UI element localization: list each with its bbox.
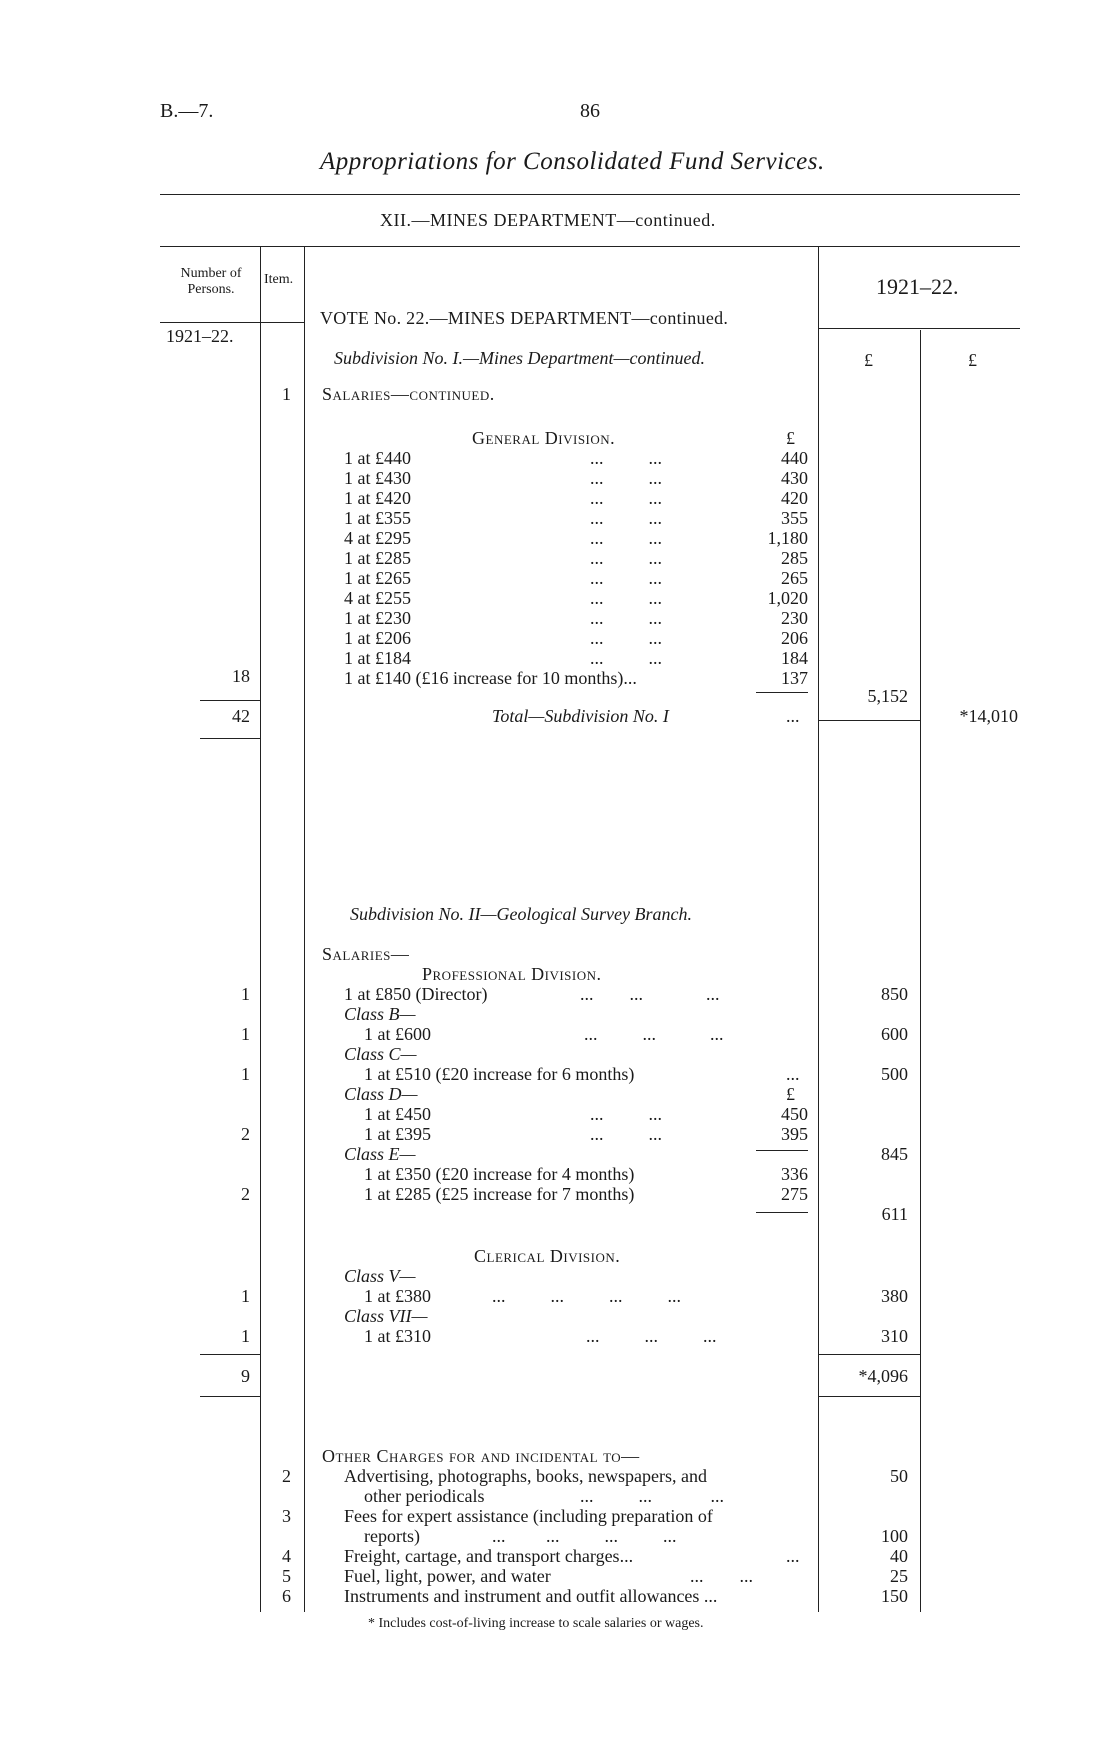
leader-dots: ... ... ... ... xyxy=(492,1526,677,1546)
col-head-persons-year: 1921–22. xyxy=(166,326,234,346)
leader-dots: ... ... xyxy=(590,488,662,508)
amount: 500 xyxy=(881,1064,908,1084)
charge-description: Freight, cartage, and transport charges... xyxy=(344,1546,634,1566)
amount: 206 xyxy=(781,628,808,648)
other-charges-heading: Other Charges for and incidental to— xyxy=(322,1446,640,1466)
item-number: 4 xyxy=(282,1546,291,1566)
amount: 1,020 xyxy=(767,588,808,608)
item-number: 2 xyxy=(282,1466,291,1486)
salary-row: 1 at £420 xyxy=(344,488,411,508)
leader-dots: ... xyxy=(786,1546,800,1566)
charge-description: Advertising, photographs, books, newspapers, and xyxy=(344,1466,707,1486)
charge-description: Fuel, light, power, and water xyxy=(344,1566,551,1586)
salary-row: 1 at £184 xyxy=(344,648,411,668)
section-title: XII.—MINES DEPARTMENT—continued. xyxy=(380,210,716,230)
leader-dots: ... ... xyxy=(590,548,662,568)
amount: 611 xyxy=(881,1204,908,1224)
salary-row: 1 at £450 xyxy=(364,1104,431,1124)
class-label: Class VII— xyxy=(344,1306,428,1326)
leader-dots: ... ... ... xyxy=(586,1326,717,1346)
salary-row: 1 at £285 (£25 increase for 7 months) xyxy=(364,1184,635,1204)
leader-dots: ... ... xyxy=(590,1124,662,1144)
class-label: Class V— xyxy=(344,1266,416,1286)
amount: 150 xyxy=(881,1586,908,1606)
subdivision-title: Subdivision No. II—Geological Survey Branch. xyxy=(350,904,692,924)
rule xyxy=(160,194,1020,195)
page-title: Appropriations for Consolidated Fund Services. xyxy=(320,148,825,175)
col-head-persons: Number of Persons. xyxy=(180,266,242,297)
amount: 395 xyxy=(781,1124,808,1144)
item-number: 3 xyxy=(282,1506,291,1526)
division-heading: Clerical Division. xyxy=(474,1246,621,1266)
pound-sign: £ xyxy=(864,350,873,370)
class-label: Class E— xyxy=(344,1144,416,1164)
rule xyxy=(756,692,808,693)
amount: 600 xyxy=(881,1024,908,1044)
salary-row: 1 at £850 (Director) xyxy=(344,984,488,1004)
col-head-year: 1921–22. xyxy=(876,274,959,299)
salary-row: 1 at £440 xyxy=(344,448,411,468)
col-rule xyxy=(920,330,921,1612)
class-label: Class C— xyxy=(344,1044,417,1064)
page-number: 86 xyxy=(580,100,600,122)
salary-row: 1 at £510 (£20 increase for 6 months) xyxy=(364,1064,635,1084)
salary-row: 1 at £265 xyxy=(344,568,411,588)
rule xyxy=(818,720,920,721)
salary-row: 1 at £355 xyxy=(344,508,411,528)
rule xyxy=(818,1354,920,1355)
persons-count: 1 xyxy=(241,1064,250,1084)
pound-sign: £ xyxy=(968,350,977,370)
amount: 440 xyxy=(781,448,808,468)
charge-description: other periodicals xyxy=(364,1486,485,1506)
leader-dots: ... ... ... xyxy=(580,984,720,1004)
rule xyxy=(818,328,1020,329)
charge-description: Instruments and instrument and outfit allowances ... xyxy=(344,1586,718,1606)
col-rule xyxy=(304,246,305,1612)
persons-count: 1 xyxy=(241,984,250,1004)
amount: 265 xyxy=(781,568,808,588)
salary-row: 1 at £310 xyxy=(364,1326,431,1346)
salary-row: 1 at £350 (£20 increase for 4 months) xyxy=(364,1164,635,1184)
persons-count: 2 xyxy=(241,1124,250,1144)
subtotal: 5,152 xyxy=(867,686,908,706)
amount: 845 xyxy=(881,1144,908,1164)
leader-dots: ... ... xyxy=(590,608,662,628)
rule xyxy=(756,1212,808,1213)
amount: 450 xyxy=(781,1104,808,1124)
amount: 310 xyxy=(881,1326,908,1346)
division-heading: Professional Division. xyxy=(422,964,602,984)
item-number: 1 xyxy=(282,384,291,404)
amount: 137 xyxy=(781,668,808,688)
persons-count: 2 xyxy=(241,1184,250,1204)
rule xyxy=(818,1396,920,1397)
leader-dots: ... ... xyxy=(590,528,662,548)
amount: 100 xyxy=(881,1526,908,1546)
amount: 355 xyxy=(781,508,808,528)
leader-dots: ... ... xyxy=(590,1104,662,1124)
amount: 336 xyxy=(781,1164,808,1184)
salary-row: 4 at £255 xyxy=(344,588,411,608)
salary-row: 1 at £140 (£16 increase for 10 months)... xyxy=(344,668,637,688)
pound-sign: £ xyxy=(786,428,795,448)
salaries-heading: Salaries— xyxy=(322,944,410,964)
class-label: Class D— xyxy=(344,1084,418,1104)
persons-count: 1 xyxy=(241,1326,250,1346)
amount: 1,180 xyxy=(767,528,808,548)
item-number: 6 xyxy=(282,1586,291,1606)
persons-total: 9 xyxy=(241,1366,250,1386)
leader-dots: ... xyxy=(786,706,800,726)
pound-sign: £ xyxy=(786,1084,795,1104)
leader-dots: ... ... xyxy=(590,448,662,468)
col-rule xyxy=(818,246,819,1612)
salary-row: 1 at £206 xyxy=(344,628,411,648)
amount: 275 xyxy=(781,1184,808,1204)
salary-row: 4 at £295 xyxy=(344,528,411,548)
leader-dots: ... xyxy=(786,1064,800,1084)
leader-dots: ... ... ... xyxy=(584,1024,724,1044)
total: *14,010 xyxy=(959,706,1018,726)
item-number: 5 xyxy=(282,1566,291,1586)
salaries-heading: Salaries—continued. xyxy=(322,384,495,404)
amount: 285 xyxy=(781,548,808,568)
persons-count: 1 xyxy=(241,1024,250,1044)
salary-row: 1 at £380 xyxy=(364,1286,431,1306)
charge-description: reports) xyxy=(364,1526,420,1546)
leader-dots: ... ... ... xyxy=(580,1486,724,1506)
leader-dots: ... ... xyxy=(590,588,662,608)
leader-dots: ... ... xyxy=(590,568,662,588)
footnote: * Includes cost-of-living increase to scale salaries or wages. xyxy=(368,1616,704,1631)
rule xyxy=(200,738,260,739)
leader-dots: ... ... xyxy=(590,628,662,648)
salary-row: 1 at £395 xyxy=(364,1124,431,1144)
salary-row: 1 at £430 xyxy=(344,468,411,488)
amount: 184 xyxy=(781,648,808,668)
persons-count: 1 xyxy=(241,1286,250,1306)
rule xyxy=(160,322,304,323)
leader-dots: ... ... xyxy=(590,648,662,668)
vote-title: VOTE No. 22.—MINES DEPARTMENT—continued. xyxy=(320,308,729,328)
charge-description: Fees for expert assistance (including preparation of xyxy=(344,1506,713,1526)
leader-dots: ... ... xyxy=(590,468,662,488)
total: *4,096 xyxy=(858,1366,908,1386)
rule xyxy=(756,1150,808,1151)
amount: 40 xyxy=(890,1546,908,1566)
total-label: Total—Subdivision No. I xyxy=(492,706,669,726)
salary-row: 1 at £600 xyxy=(364,1024,431,1044)
rule xyxy=(200,1396,260,1397)
leader-dots: ... ... ... ... xyxy=(492,1286,681,1306)
amount: 420 xyxy=(781,488,808,508)
salary-row: 1 at £230 xyxy=(344,608,411,628)
subdivision-title: Subdivision No. I.—Mines Department—continued. xyxy=(334,348,705,368)
class-label: Class B— xyxy=(344,1004,416,1024)
col-head-item: Item. xyxy=(264,272,294,287)
rule xyxy=(200,1354,260,1355)
leader-dots: ... ... xyxy=(590,508,662,528)
amount: 230 xyxy=(781,608,808,628)
rule xyxy=(160,246,1020,247)
amount: 50 xyxy=(890,1466,908,1486)
page-ref: B.—7. xyxy=(160,100,214,122)
persons-count: 18 xyxy=(232,666,250,686)
division-heading: General Division. xyxy=(472,428,616,448)
leader-dots: ... ... xyxy=(690,1566,753,1586)
rule xyxy=(200,700,260,701)
salary-row: 1 at £285 xyxy=(344,548,411,568)
persons-total: 42 xyxy=(232,706,250,726)
amount: 850 xyxy=(881,984,908,1004)
col-rule xyxy=(260,246,261,1612)
amount: 380 xyxy=(881,1286,908,1306)
amount: 430 xyxy=(781,468,808,488)
amount: 25 xyxy=(890,1566,908,1586)
